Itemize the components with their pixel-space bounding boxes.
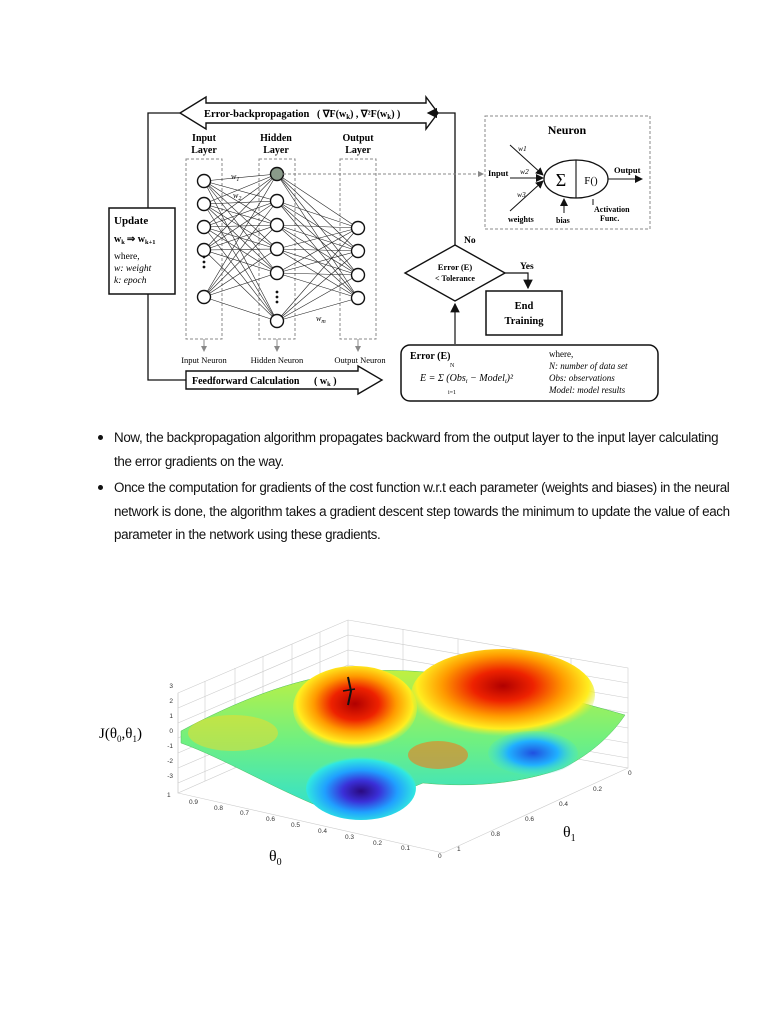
update-where: where, (114, 252, 140, 262)
connection-line (277, 225, 358, 228)
theta1-tick: 0.6 (525, 816, 535, 823)
connection-line (277, 273, 358, 298)
end-training-line-2: Training (504, 316, 544, 327)
feedforward-formula: ( $w_k$ ) (314, 376, 337, 388)
output-neuron (352, 292, 365, 305)
loop-line-top (148, 113, 180, 208)
z-tick: 1 (169, 713, 173, 720)
theta0-tick: 0.8 (214, 805, 224, 812)
connection-line (277, 201, 358, 251)
update-box (109, 208, 175, 294)
hidden-neuron (271, 168, 284, 181)
input-ellipsis-dot (203, 256, 206, 259)
output-neuron (352, 245, 365, 258)
error-where: where, (549, 349, 574, 359)
z-tick: 3 (169, 683, 173, 690)
bullet-item: Now, the backpropagation algorithm propagates backward from the output layer to the input layer calculating the error gradients on the way. (96, 426, 736, 473)
z-axis-label: $J(\theta_0,\theta_1)$ (99, 726, 142, 744)
output-neuron-label: Output Neuron (334, 355, 386, 365)
feedforward-arrow (186, 366, 382, 394)
z-tick: -2 (167, 758, 173, 765)
decision-line-1: Error (E) (437, 262, 473, 272)
theta1-tick: 1 (457, 846, 461, 853)
neuron-w1: w1 (518, 144, 527, 153)
neuron-activation-symbol: F() (584, 175, 598, 187)
z-tick: 2 (169, 698, 173, 705)
output-neuron (352, 269, 365, 282)
end-training-line-1: End (514, 301, 534, 312)
neuron-w3: w3 (517, 190, 526, 199)
neuron-activation-label-1: Activation (594, 205, 630, 214)
hidden-neuron-label: Hidden Neuron (250, 355, 304, 365)
theta1-tick: 0.4 (559, 801, 569, 808)
update-title: Update (114, 215, 149, 227)
cost-surface-plot (93, 583, 663, 873)
weight-w1: $w_1$ (231, 172, 240, 183)
feedforward-label: Feedforward Calculation (192, 376, 300, 387)
theta0-tick: 0.4 (318, 828, 328, 835)
connection-line (204, 249, 277, 297)
connection-line (204, 181, 277, 321)
input-ellipsis-dot (203, 261, 206, 264)
neuron-detail-box (485, 116, 650, 229)
connection-line (277, 174, 358, 275)
theta1-tick: 0.2 (593, 786, 603, 793)
connection-line (277, 225, 358, 251)
error-n-def: N: number of data set (549, 361, 628, 371)
connection-line (204, 181, 277, 225)
input-layer-label-1: Input (192, 133, 216, 144)
hidden-ellipsis-dot (276, 296, 279, 299)
theta1-axis-label: $\theta_1$ (563, 824, 576, 844)
update-w: w: weight (114, 264, 152, 274)
input-neuron (198, 175, 211, 188)
theta0-tick: 0.3 (345, 834, 355, 841)
hidden-neuron (271, 219, 284, 232)
bullet-item: Once the computation for gradients of the cost function w.r.t each parameter (weights and biases) in the neural network is done, the algorithm takes a gradient descent step towards the minimum to update the value of each parameter in the network using these gradients. (96, 476, 736, 547)
backprop-arrow (180, 97, 438, 129)
error-box (401, 345, 658, 401)
yes-arrow (505, 273, 528, 288)
connection-line (204, 250, 277, 273)
error-model-def: Model: model results (549, 385, 626, 395)
neuron-w2: w2 (520, 167, 529, 176)
connection-line (277, 201, 358, 228)
hidden-layer-label-1: Hidden (260, 133, 292, 144)
neuron-sum-symbol: Σ (555, 170, 567, 190)
theta0-tick: 0.5 (291, 822, 301, 829)
weight-wm: $w_m$ (316, 314, 326, 325)
bullet-list (96, 426, 736, 550)
z-tick: -3 (167, 773, 173, 780)
theta0-axis-label: $\theta_0$ (269, 848, 282, 868)
neuron-title: Neuron (547, 123, 587, 137)
hidden-neuron (271, 195, 284, 208)
connection-line (277, 174, 358, 228)
end-training-box (486, 291, 562, 335)
z-tick: -1 (167, 743, 173, 750)
connection-line (204, 227, 277, 249)
loop-line-bottom (148, 294, 186, 380)
theta1-tick: 0 (628, 770, 632, 777)
output-neuron (352, 222, 365, 235)
connection-line (277, 228, 358, 249)
theta0-tick: 0 (438, 853, 442, 860)
connection-line (204, 174, 277, 181)
error-sum-top: N (450, 363, 455, 369)
theta0-tick: 1 (167, 792, 171, 799)
weight-w2: $w_2$ (233, 191, 242, 202)
error-formula: E = Σ (Obs$_i$ − Model$_i$)² (420, 373, 513, 385)
z-tick: 0 (169, 728, 173, 735)
connection-line (277, 251, 358, 273)
input-layer-label-2: Layer (191, 145, 217, 156)
neuron-output-label: Output (614, 165, 641, 175)
backprop-formula: ( $\nabla F(w_k)$ , $\nabla^2F(w_k)$ ) (317, 109, 401, 121)
yes-label: Yes (520, 262, 534, 272)
hidden-neuron (271, 267, 284, 280)
neuron-weights-label: weights (508, 215, 534, 224)
error-sum-bottom: i=1 (448, 390, 457, 396)
connection-line (204, 225, 277, 250)
connection-line (204, 227, 277, 321)
theta0-tick: 0.6 (266, 816, 276, 823)
decision-to-backprop-line (428, 113, 455, 245)
output-layer-label-2: Layer (345, 145, 371, 156)
hidden-layer-label-2: Layer (263, 145, 289, 156)
theta0-tick: 0.1 (401, 845, 411, 852)
hidden-neuron (271, 243, 284, 256)
no-label: No (464, 236, 476, 246)
hidden-neuron (271, 315, 284, 328)
neuron-input-arrow-3 (510, 181, 543, 211)
input-ellipsis-dot (203, 266, 206, 269)
input-neuron (198, 221, 211, 234)
theta0-tick: 0.9 (189, 799, 199, 806)
update-k: k: epoch (114, 276, 147, 286)
input-neuron (198, 291, 211, 304)
input-neuron (198, 198, 211, 211)
update-rule: $w_k$ ⇒ $w_{k+1}$ (114, 234, 156, 246)
neuron-input-label: Input (488, 168, 509, 178)
hidden-ellipsis-dot (276, 301, 279, 304)
output-layer-label-1: Output (342, 133, 374, 144)
hidden-ellipsis-dot (276, 291, 279, 294)
connection-line (204, 273, 277, 297)
backpropagation-diagram (100, 95, 662, 405)
theta1-tick: 0.8 (491, 831, 501, 838)
error-obs-def: Obs: observations (549, 373, 615, 383)
input-neuron-label: Input Neuron (181, 355, 227, 365)
decision-line-2: < Tolerance (435, 274, 475, 283)
neuron-activation-label-2: Func. (600, 214, 620, 223)
theta0-tick: 0.7 (240, 810, 250, 817)
cost-surface (181, 649, 625, 820)
error-title: Error (E) (410, 351, 451, 362)
backprop-label: Error-backpropagation (204, 109, 310, 120)
neuron-bias-label: bias (556, 216, 570, 225)
theta0-tick: 0.2 (373, 840, 383, 847)
input-neuron (198, 244, 211, 257)
